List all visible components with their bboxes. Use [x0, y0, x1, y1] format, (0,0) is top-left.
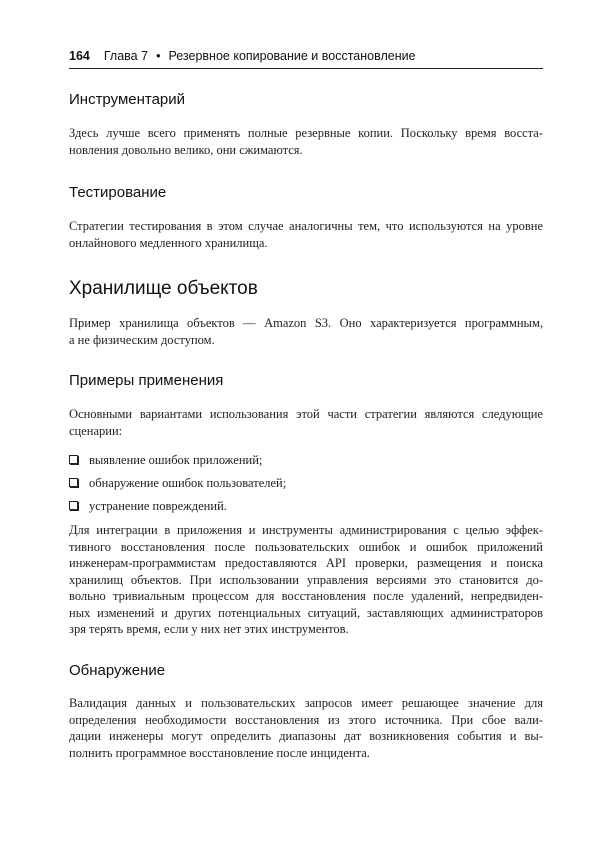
text-line: полнить программное восстановление после инцидента.: [69, 745, 370, 760]
heading-tools: Инструментарий: [69, 91, 186, 108]
chapter-title: Резервное копирование и восстановление: [168, 49, 416, 63]
list-item-text: устранение повреждений.: [89, 499, 227, 513]
paragraph-detection: [69, 695, 543, 761]
checkbox-bullet-icon: [69, 501, 78, 510]
running-header: [69, 49, 543, 63]
paragraph-use-cases-intro: [69, 406, 543, 439]
heading-object-storage: Хранилище объектов: [69, 278, 258, 299]
paragraph-tools: [69, 125, 543, 158]
text-line: хранилищ объектов. При использовании управления версиями это становится до-: [69, 572, 543, 587]
text-line: Здесь лучше всего применять полные резервные копии. Поскольку время восста-: [69, 126, 543, 140]
text-line: Пример хранилища объектов — Amazon S3. Оно характеризуется программным,: [69, 316, 543, 330]
list-item-text: обнаружение ошибок пользователей;: [89, 476, 287, 490]
text-line: Для интеграции в приложения и инструменты администрирования с целью эффек-: [69, 523, 543, 537]
list-item-text: выявление ошибок приложений;: [89, 453, 263, 467]
header-rule: [69, 68, 543, 69]
text-line: определения необходимости восстановления из этого источника. При сбое вали-: [69, 712, 543, 727]
use-cases-list: [69, 452, 543, 521]
heading-detection: Обнаружение: [69, 662, 166, 679]
text-line: Валидация данных и пользовательских запросов имеет решающее значение для: [69, 696, 543, 710]
text-line: Стратегии тестирования в этом случае аналогичны тем, что используются на уровне: [69, 219, 543, 233]
text-line: инженерам-программистам предоставляются API проверки, размещения и поиска: [69, 556, 543, 570]
list-item: [69, 498, 543, 521]
text-line: зря терять время, если у них нет этих инструментов.: [69, 622, 349, 636]
heading-testing: Тестирование: [69, 184, 167, 201]
list-item: [69, 452, 543, 475]
chapter-label: Глава 7: [103, 49, 149, 63]
checkbox-bullet-icon: [69, 455, 78, 464]
text-line: новления довольно велико, они сжимаются.: [69, 142, 303, 157]
text-line: вольно тривиальным процессом для восстановления после удалений, непредвиден-: [69, 589, 543, 603]
text-line: ных изменений и других потенциальных ситуаций, заставляющих администраторов: [69, 605, 543, 620]
text-line: Основными вариантами использования этой части стратегии являются следующие: [69, 407, 543, 421]
text-line: а не физическим доступом.: [69, 332, 215, 347]
paragraph-use-cases-body: [69, 522, 543, 638]
text-line: тивного восстановления после пользовательских ошибок и ошибок приложений: [69, 539, 543, 554]
page-number: 164: [69, 49, 90, 63]
checkbox-bullet-icon: [69, 478, 78, 487]
text-line: онлайнового медленного хранилища.: [69, 235, 268, 250]
heading-use-cases: Примеры применения: [69, 372, 224, 389]
paragraph-object-storage: [69, 315, 543, 348]
list-item: [69, 475, 543, 498]
text-line: дации инженеры могут определить диапазоны дат возникновения события и вы-: [69, 729, 543, 743]
text-line: сценарии:: [69, 423, 123, 438]
paragraph-testing: [69, 218, 543, 251]
header-bullet: •: [156, 49, 161, 63]
